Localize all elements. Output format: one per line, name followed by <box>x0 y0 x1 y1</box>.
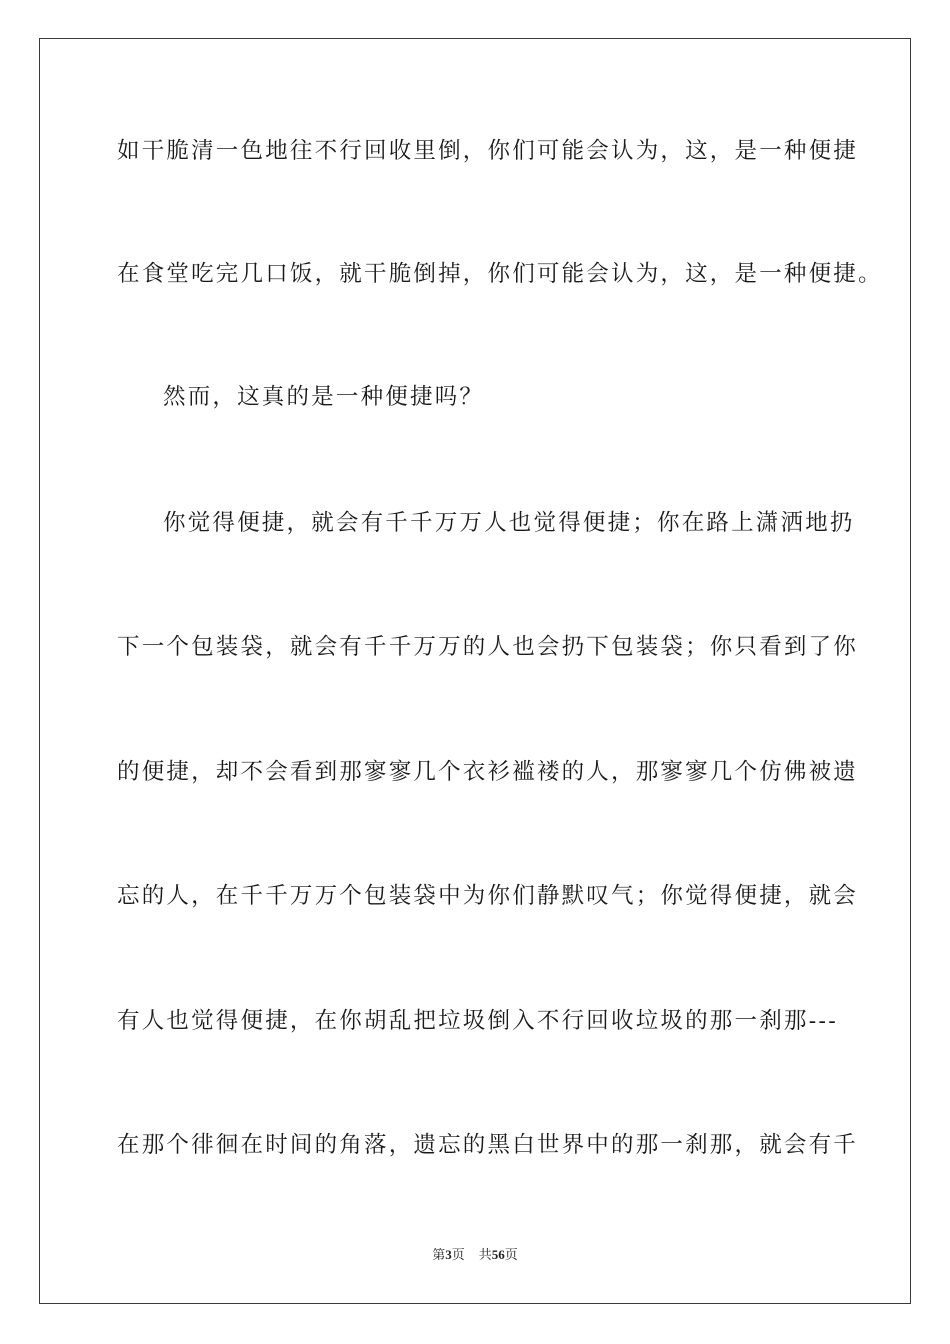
footer-total-prefix: 共 <box>478 1248 492 1263</box>
body-line-3: 然而，这真的是一种便捷吗？ <box>163 384 485 410</box>
footer-page-prefix: 第 <box>432 1248 446 1263</box>
body-line-2: 在食堂吃完几口饭，就干脆倒掉，你们可能会认为，这，是一种便捷。 <box>117 261 883 287</box>
footer-page-suffix: 页 <box>451 1248 465 1263</box>
page-footer <box>0 1246 950 1265</box>
body-line-6: 的便捷，却不会看到那寥寥几个衣衫褴褛的人，那寥寥几个仿佛被遗 <box>117 759 859 785</box>
body-line-1: 如干脆清一色地往不行回收里倒，你们可能会认为，这，是一种便捷 <box>117 138 859 164</box>
footer-total-number: 56 <box>491 1247 505 1262</box>
body-line-8: 有人也觉得便捷，在你胡乱把垃圾倒入不行回收垃圾的那一刹那--- <box>117 1008 839 1034</box>
body-line-9: 在那个徘徊在时间的角落，遗忘的黑白世界中的那一刹那，就会有千 <box>117 1132 859 1158</box>
body-line-4: 你觉得便捷，就会有千千万万人也觉得便捷；你在路上潇洒地扔 <box>163 510 855 536</box>
page-border <box>39 38 911 1304</box>
body-line-5: 下一个包装袋，就会有千千万万的人也会扔下包装袋；你只看到了你 <box>117 634 859 660</box>
footer-total-suffix: 页 <box>504 1248 518 1263</box>
body-line-7: 忘的人，在千千万万个包装袋中为你们静默叹气；你觉得便捷，就会 <box>117 883 859 909</box>
footer-page-number: 3 <box>445 1247 452 1262</box>
